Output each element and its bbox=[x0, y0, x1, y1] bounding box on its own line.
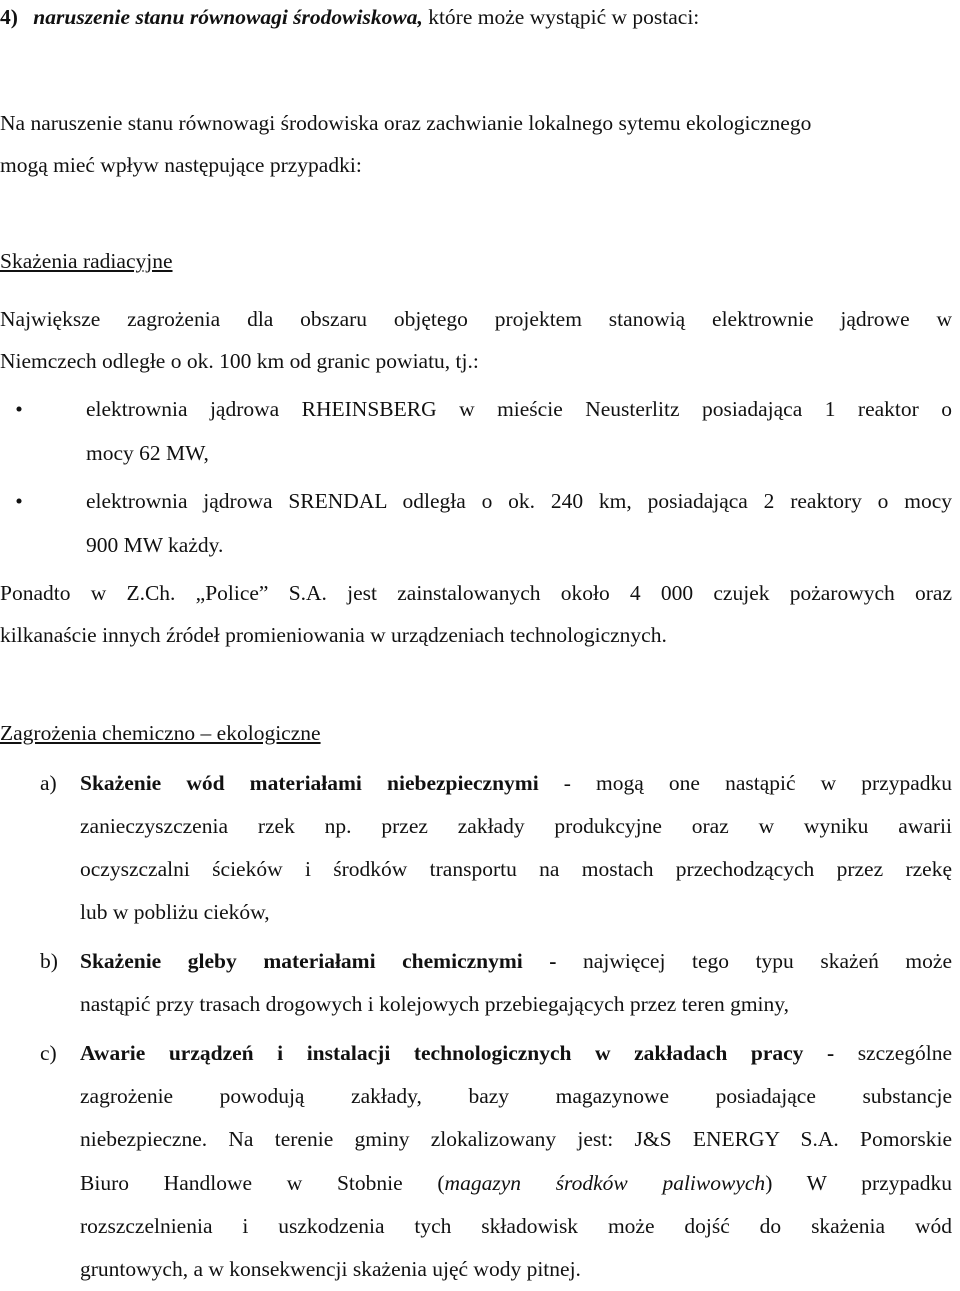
radiation-paragraph-line-2: Niemczech odległe o ok. 100 km od granic powiatu, tj.: bbox=[0, 349, 479, 373]
bullet-dot: • bbox=[15, 489, 23, 513]
item-a-line-1 bbox=[80, 762, 952, 805]
item-c-line-4 bbox=[80, 1162, 952, 1205]
chemical-heading bbox=[0, 712, 952, 755]
bullet-dot: • bbox=[15, 397, 23, 421]
section-title: naruszenie stanu równowagi środowiskowa, bbox=[33, 5, 423, 29]
item-label-a: a) bbox=[40, 771, 57, 795]
bullet-2-line-2: 900 MW każdy. bbox=[86, 533, 224, 557]
item-c-line-1 bbox=[80, 1032, 952, 1075]
chemical-heading-text: Zagrożenia chemiczno – ekologiczne bbox=[0, 721, 321, 745]
item-b-line-1 bbox=[80, 940, 952, 983]
item-c-line-4-italic: magazyn środków paliwowych bbox=[444, 1171, 766, 1195]
item-c-rest: szczególne bbox=[834, 1041, 952, 1065]
item-c-line-2: zagrożenie powodują zakłady, bazy magazynowe posiadające substancje bbox=[80, 1084, 952, 1108]
item-b-bold: Skażenie gleby materiałami chemicznymi - bbox=[80, 949, 557, 973]
bullet-1-line-2: mocy 62 MW, bbox=[86, 441, 209, 465]
item-c-line-5: rozszczelnienia i uszkodzenia tych składowisk może dojść do skażenia wód bbox=[80, 1214, 952, 1238]
item-a-line-3: oczyszczalni ścieków i środków transportu na mostach przechodzących przez rzekę bbox=[80, 857, 952, 881]
intro-line-1: Na naruszenie stanu równowagi środowiska oraz zachwianie lokalnego sytemu ekologicznego bbox=[0, 111, 812, 135]
radiation-paragraph-2-line-1: Ponadto w Z.Ch. „Police” S.A. jest zainstalowanych około 4 000 czujek pożarowych oraz bbox=[0, 581, 952, 605]
section-title-rest: które może wystąpić w postaci: bbox=[422, 5, 700, 29]
item-label-c: c) bbox=[40, 1041, 57, 1065]
item-c-line-6: gruntowych, a w konsekwencji skażenia ujęć wody pitnej. bbox=[80, 1257, 581, 1281]
item-a-line-2: zanieczyszczenia rzek np. przez zakłady produkcyjne oraz w wyniku awarii bbox=[80, 814, 952, 838]
item-b-rest: najwięcej tego typu skażeń może bbox=[556, 949, 952, 973]
item-c-line-4-part-1: Biuro Handlowe w Stobnie ( bbox=[80, 1171, 445, 1195]
radiation-paragraph-2-line-2: kilkanaście innych źródeł promieniowania w urządzeniach technologicznych. bbox=[0, 623, 667, 647]
radiation-heading bbox=[0, 240, 952, 283]
radiation-paragraph-line-1: Największe zagrożenia dla obszaru objętego projektem stanowią elektrownie jądrowe w bbox=[0, 307, 952, 331]
item-c-bold: Awarie urządzeń i instalacji technologicznych w zakładach pracy - bbox=[80, 1041, 835, 1065]
section-number: 4) bbox=[0, 5, 18, 29]
bullet-1-line-1: elektrownia jądrowa RHEINSBERG w mieście Neusterlitz posiadająca 1 reaktor o bbox=[86, 397, 952, 421]
item-a-bold: Skażenie wód materiałami niebezpiecznymi bbox=[80, 771, 539, 795]
intro-line-2: mogą mieć wpływ następujące przypadki: bbox=[0, 153, 362, 177]
item-a-line-4: lub w pobliżu cieków, bbox=[80, 900, 270, 924]
item-a-rest: - mogą one nastąpić w przypadku bbox=[538, 771, 953, 795]
item-c-line-3: niebezpieczne. Na terenie gminy zlokalizowany jest: J&S ENERGY S.A. Pomorskie bbox=[80, 1127, 952, 1151]
section-heading bbox=[0, 0, 952, 39]
item-c-line-4-part-2: ) W przypadku bbox=[765, 1171, 953, 1195]
item-label-b: b) bbox=[40, 949, 58, 973]
bullet-2-line-1: elektrownia jądrowa SRENDAL odległa o ok. 240 km, posiadająca 2 reaktory o mocy bbox=[86, 489, 952, 513]
item-b-line-2: nastąpić przy trasach drogowych i kolejowych przebiegających przez teren gminy, bbox=[80, 992, 789, 1016]
radiation-heading-text: Skażenia radiacyjne bbox=[0, 249, 173, 273]
